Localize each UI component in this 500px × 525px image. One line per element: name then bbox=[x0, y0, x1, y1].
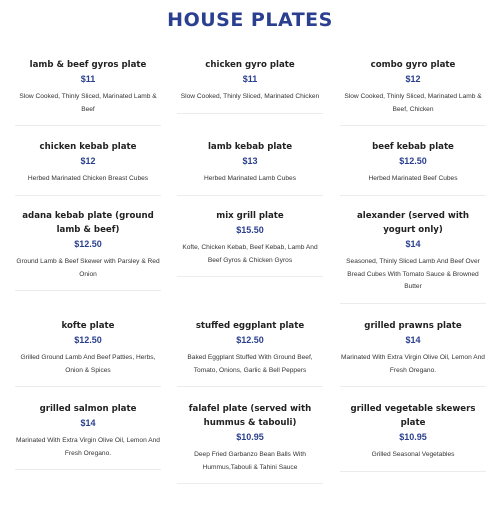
item-description: Grilled Seasonal Vegetables bbox=[371, 451, 455, 458]
menu-item bbox=[177, 58, 323, 114]
item-description: Herbed Marinated Chicken Breast Cubes bbox=[27, 175, 149, 182]
item-description: Seasoned, Thinly Sliced Lamb And Beef Over Bread Cubes With Tomato Sauce & Browned Butter bbox=[346, 258, 480, 290]
item-description: Grilled Ground Lamb And Beef Patties, Herbs, Onion & Spices bbox=[20, 354, 156, 374]
item-description: Slow Cooked, Thinly Sliced, Marinated Lamb & Beef, Chicken bbox=[344, 93, 482, 113]
item-description: Slow Cooked, Thinly Sliced, Marinated Lamb & Beef bbox=[19, 93, 157, 113]
item-price: $12.50 bbox=[74, 239, 102, 249]
item-name: lamb & beef gyros plate bbox=[29, 60, 147, 70]
item-name: lamb kebab plate bbox=[207, 142, 293, 152]
item-name: combo gyro plate bbox=[370, 60, 456, 70]
item-price: $14 bbox=[405, 239, 421, 249]
item-description: Marinated With Extra Virgin Olive Oil, Lemon And Fresh Oregano. bbox=[341, 354, 485, 374]
item-price: $10.95 bbox=[399, 432, 427, 442]
menu-item bbox=[15, 209, 161, 291]
menu-item bbox=[177, 209, 323, 277]
menu-item bbox=[340, 209, 486, 304]
item-price: $13 bbox=[242, 156, 258, 166]
menu-item bbox=[177, 319, 323, 387]
item-name: stuffed eggplant plate bbox=[195, 321, 305, 331]
item-name: falafel plate (served with hummus & tabouli) bbox=[188, 404, 312, 428]
item-price: $12.50 bbox=[74, 335, 102, 345]
item-description: Baked Eggplant Stuffed With Ground Beef, Tomato, Onions, Garlic & Bell Peppers bbox=[187, 354, 313, 374]
item-description: Kofte, Chicken Kebab, Beef Kebab, Lamb And Beef Gyros & Chicken Gyros bbox=[182, 244, 318, 264]
item-name: grilled salmon plate bbox=[39, 404, 137, 414]
item-price: $14 bbox=[405, 335, 421, 345]
item-price: $12.50 bbox=[399, 156, 427, 166]
item-name: adana kebab plate (ground lamb & beef) bbox=[22, 211, 154, 235]
item-description: Slow Cooked, Thinly Sliced, Marinated Chicken bbox=[180, 93, 320, 100]
item-name: chicken gyro plate bbox=[205, 60, 295, 70]
item-name: alexander (served with yogurt only) bbox=[356, 211, 470, 235]
item-description: Marinated With Extra Virgin Olive Oil, Lemon And Fresh Oregano. bbox=[16, 437, 160, 457]
item-description: Deep Fried Garbanzo Bean Balls With Hummus,Tabouli & Tahini Sauce bbox=[194, 451, 306, 471]
item-price: $11 bbox=[242, 74, 258, 84]
item-price: $12 bbox=[405, 74, 421, 84]
item-name: mix grill plate bbox=[216, 211, 284, 221]
menu-item bbox=[15, 402, 161, 470]
menu-item bbox=[15, 319, 161, 387]
menu-item bbox=[15, 140, 161, 196]
item-price: $15.50 bbox=[236, 225, 264, 235]
menu-item bbox=[15, 58, 161, 126]
menu-item bbox=[340, 319, 486, 387]
menu-item bbox=[340, 402, 486, 472]
item-price: $14 bbox=[80, 418, 96, 428]
item-name: beef kebab plate bbox=[372, 142, 454, 152]
item-description: Herbed Marinated Beef Cubes bbox=[368, 175, 458, 182]
item-description: Ground Lamb & Beef Skewer with Parsley & Red Onion bbox=[16, 258, 160, 278]
item-price: $10.95 bbox=[236, 432, 264, 442]
menu-item bbox=[340, 58, 486, 126]
menu-item bbox=[340, 140, 486, 196]
item-name: chicken kebab plate bbox=[39, 142, 137, 152]
section-title: HOUSE PLATES bbox=[167, 9, 333, 31]
item-name: kofte plate bbox=[61, 321, 115, 331]
menu-item bbox=[177, 402, 323, 484]
item-name: grilled prawns plate bbox=[364, 321, 462, 331]
item-price: $11 bbox=[80, 74, 96, 84]
menu-item bbox=[177, 140, 323, 196]
item-name: grilled vegetable skewers plate bbox=[350, 404, 476, 428]
item-description: Herbed Marinated Lamb Cubes bbox=[204, 175, 296, 182]
item-price: $12.50 bbox=[236, 335, 264, 345]
item-price: $12 bbox=[80, 156, 96, 166]
